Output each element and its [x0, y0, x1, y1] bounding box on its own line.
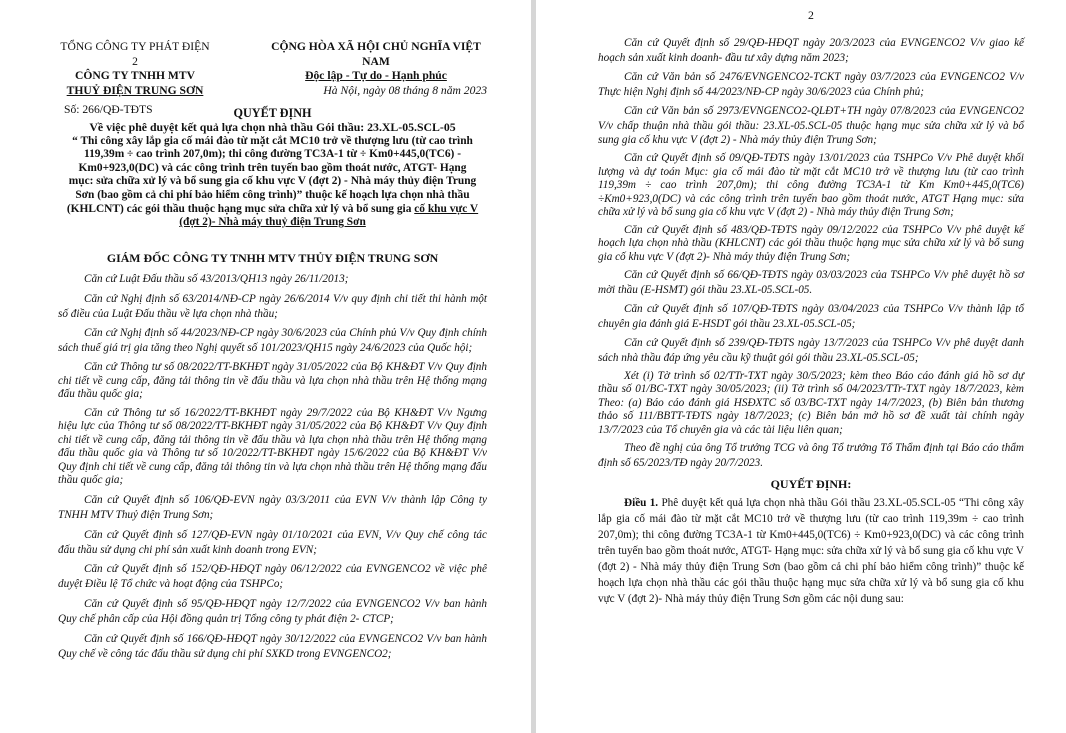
decision-heading: QUYẾT ĐỊNH: — [770, 477, 852, 492]
legal-basis: Căn cứ Quyết định số 29/QĐ-HĐQT ngày 20/3/2023 của EVNGENCO2 V/v giao kế hoạch sản xuất kinh doanh- đầu tư xây dựng năm 2023; — [598, 37, 1024, 64]
legal-basis: Căn cứ Quyết định số 239/QĐ-TĐTS ngày 13/7/2023 của TSHPCo V/v phê duyệt danh sách nhà thầu đáp ứng yêu cầu kỹ thuật gói gói thầu 23.XL-05.SCL-05; — [598, 336, 1024, 364]
parent-organization: TỔNG CÔNG TY PHÁT ĐIỆN 2 — [60, 40, 210, 68]
document-number: Số: 266/QĐ-TĐTS — [64, 103, 153, 116]
legal-basis: Căn cứ Văn bản số 2476/EVNGENCO2-TCKT ngày 03/7/2023 của EVNGENCO2 V/v Thực hiện Nghị định số 44/2023/NĐ-CP ngày 30/6/2023 của Chính phủ; — [598, 70, 1024, 98]
legal-basis: Căn cứ Thông tư số 08/2022/TT-BKHĐT ngày 31/05/2022 của Bộ KH&ĐT V/v Quy định chi tiết về cung cấp, đăng tải thông tin về đấu thầu và lựa chọn nhà thầu trên Hệ thống mạng đấu thầu quốc gia; — [58, 361, 487, 401]
issuing-organization — [58, 40, 212, 118]
legal-basis: Căn cứ Nghị định số 63/2014/NĐ-CP ngày 26/6/2014 V/v quy định chi tiết thi hành một số điều của Luật Đấu thầu về lựa chọn nhà thầu; — [58, 292, 487, 320]
legal-basis: Căn cứ Luật Đấu thầu số 43/2013/QH13 ngày 26/11/2013; — [84, 272, 349, 285]
decision-subject — [58, 135, 487, 230]
decision-subject-line: Về việc phê duyệt kết quả lựa chọn nhà thầu Gói thầu: 23.XL-05.SCL-05 — [89, 120, 456, 135]
legal-bases-list-continued — [598, 36, 1024, 471]
legal-basis: Căn cứ Quyết định số 106/QĐ-EVN ngày 03/3/2011 của EVN V/v thành lập Công ty TNHH MTV Thuỷ điện Trung Sơn; — [58, 493, 487, 521]
article-text: Phê duyệt kết quả lựa chọn nhà thầu Gói thầu 23.XL-05.SCL-05 “Thi công xây lắp gia cố mái đào từ mặt cắt MC10 trở về thượng lưu (từ cao trình 119,39m ÷ cao trình 207,0m); thi công đường TC3A-1 từ Km0+445,0(TC6) ÷ Km0+923,0(DC) và các công trình trên tuyến bao gồm thoát nước, ATGT- Hạng mục: sửa chữa xử lý và bổ sung gia cố khu vực V (đợt 2) - Nhà máy thủy điện Trung Sơn (bao gồm cả chi phí bảo hiểm công trình)” thuộc kế hoạch lựa chọn nhà thầu các gói thầu thuộc hạng mục sửa chữa xử lý và bổ sung gia cố khu vực V (đợt 2)- Nhà máy thủy điện Trung Sơn gồm các nội dung sau: — [598, 497, 1025, 605]
legal-basis: Căn cứ Quyết định số 152/QĐ-HĐQT ngày 06/12/2022 của EVNGENCO2 về việc phê duyệt Điều lệ Tổ chức và hoạt động của TSHPCo; — [58, 563, 487, 591]
legal-basis: Căn cứ Nghị định số 44/2023/NĐ-CP ngày 30/6/2023 của Chính phủ V/v Quy định chính sách thuế giá trị gia tăng theo Nghị quyết số 101/2023/QH15 ngày 24/6/2023 của Quốc hội; — [58, 327, 487, 355]
decision-subject-body: “ Thi công xây lắp gia cố mái đào từ mặt cắt MC10 trở về thượng lưu (từ cao trình 119,39m ÷ cao trình 207,0m); thi công đường TC3A-1 từ ÷ Km0+445,0(TC6) - Km0+923,0(DC) và các công trình trên tuyến bao gồm thoát nước, ATGT- Hạng mục: sửa chữa xử lý và bổ sung gia cố khu vực V (đợt 2) - Nhà máy thủy điện Trung Sơn (bao gồm cả chi phí bảo hiểm công trình)” thuộc kế hoạch lựa chọn nhà thầu (KHLCNT) các gói thầu thuộc hạng mục sửa chữa xử lý và bổ sung gia — [66, 134, 477, 215]
decision-title: QUYẾT ĐỊNH — [233, 106, 312, 120]
company-name-line2: THUỶ ĐIỆN TRUNG SƠN — [66, 83, 204, 97]
legal-bases-list — [58, 272, 487, 662]
company-name: CÔNG TY TNHH MTV — [75, 69, 195, 82]
legal-basis: Căn cứ Quyết định số 66/QĐ-TĐTS ngày 03/03/2023 của TSHPCo V/v phê duyệt hồ sơ mời thầu (E-HSMT) gói thầu 23.XL-05.SCL-05. — [598, 269, 1024, 297]
legal-basis: Theo đề nghị của ông Tổ trưởng TCG và ông Tổ trưởng Tổ Thẩm định tại Báo cáo thẩm định số 65/2023/TĐ ngày 20/7/2023. — [598, 442, 1024, 470]
legal-basis: Căn cứ Quyết định số 166/QĐ-HĐQT ngày 30/12/2022 của EVNGENCO2 V/v ban hành Quy chế về công tác đấu thầu sử dụng chi phí SXKD trong EVNGENCO2; — [58, 633, 487, 660]
legal-basis: Căn cứ Quyết định số 95/QĐ-HĐQT ngày 12/7/2022 của EVNGENCO2 V/v ban hành Quy chế phân cấp của Hội đồng quản trị Tổng công ty phát điện 2- CTCP; — [58, 598, 487, 626]
article-label: Điều 1. — [624, 497, 659, 510]
legal-basis: Căn cứ Quyết định số 127/QĐ-EVN ngày 01/10/2021 của EVN, V/v Quy chế công tác đấu thầu sử dụng chi phí sản xuất kinh doanh trong EVN; — [58, 528, 487, 556]
national-motto: Độc lập - Tự do - Hạnh phúc — [305, 69, 447, 82]
legal-basis: Căn cứ Quyết định số 09/QĐ-TĐTS ngày 13/01/2023 của TSHPCo V/v Phê duyệt khối lượng và dự toán Mục: gia cố mái đào từ mặt cắt MC10 trở về thượng lưu (từ cao trình 119,39m ÷ cao trình 207,0m); thi công đường TC3A-1 từ Km Km0+445,0(TC6) ÷Km0+923,0(DC) và các công trình trên tuyến bao gồm thoát nước, ATGT Hạng mục: sửa chữa xử lý và bổ sung gia cố khu vực V (đợt 2) - Nhà máy thủy điện Trung Sơn; — [598, 152, 1024, 219]
document-page-1 — [0, 0, 531, 733]
national-header — [256, 40, 496, 84]
legal-basis: Căn cứ Quyết định số 107/QĐ-TĐTS ngày 03/04/2023 của TSHPCo V/v thành lập tổ chuyên gia đánh giá E-HSDT gói thầu 23.XL-05.SCL-05; — [598, 303, 1024, 331]
decision-subject-tail: cố khu vực V (đợt 2)- Nhà máy thuỷ điện Trung Sơn — [179, 202, 479, 229]
legal-basis: Căn cứ Quyết định số 483/QĐ-TĐTS ngày 09/12/2022 của TSHPCo V/v phê duyệt kế hoạch lựa chọn nhà thầu (KHLCNT) các gói thầu thuộc hạng mục sửa chữa xử lý và bổ sung gia cố khu vực V (đợt 2)- Nhà máy thủy điện Trung Sơn; — [598, 223, 1024, 263]
legal-basis: Căn cứ Thông tư số 16/2022/TT-BKHĐT ngày 29/7/2022 của Bộ KH&ĐT V/v Ngưng hiệu lực của Thông tư số 08/2022/TT-BKHĐT ngày 31/05/2022 của Bộ KH&ĐT V/v Quy định chi tiết về cung cấp, đăng tải thông tin về đấu thầu và lựa chọn nhà thầu trên Hệ thống mạng đấu thầu quốc gia và Thông tư số 10/2022/TT-BKHĐT ngày 15/6/2022 của Bộ KH&ĐT V/v Quy định chi tiết về cung cấp, đăng tải thông tin và lựa chọn nhà thầu trên Hệ thống mạng đấu thầu quốc gia; — [58, 406, 487, 487]
nation-title: CỘNG HÒA XÃ HỘI CHỦ NGHĨA VIỆT NAM — [271, 40, 481, 68]
article-1 — [598, 496, 1024, 607]
legal-basis: Xét (i) Tờ trình số 02/TTr-TXT ngày 30/5/2023; kèm theo Báo cáo đánh giá hồ sơ dự thầu số 01/BC-TXT ngày 30/05/2023; (ii) Tờ trình số 04/2023/TTr-TXT ngày 18/7/2023, kèm Theo: (a) Báo cáo đánh giá HSĐXTC số 03/BC-TXT ngày 14/7/2023, (b) Biên bản thương thảo số 111/BBTT-TĐTS ngày 18/7/2023; (c) Biên bản mở hồ sơ đề xuất tài chính ngày 13/7/2023 của Tổ chuyên gia và các tài liệu liên quan; — [598, 369, 1024, 436]
document-page-2 — [536, 0, 1066, 733]
document-date: Hà Nội, ngày 08 tháng 8 năm 2023 — [323, 84, 487, 97]
page-number: 2 — [808, 8, 814, 22]
issuer-heading: GIÁM ĐỐC CÔNG TY TNHH MTV THỦY ĐIỆN TRUNG SƠN — [106, 250, 439, 265]
legal-basis: Căn cứ Văn bản số 2973/EVNGENCO2-QLĐT+TH ngày 07/8/2023 của EVNGENCO2 V/v chấp thuận nhà thầu gói thầu: 23.XL-05.SCL-05 thuộc hạng mục sửa chữa xử lý và bổ sung gia cố khu vực V (đợt 2) - Nhà máy thủy điện Trung Sơn; — [598, 104, 1024, 147]
